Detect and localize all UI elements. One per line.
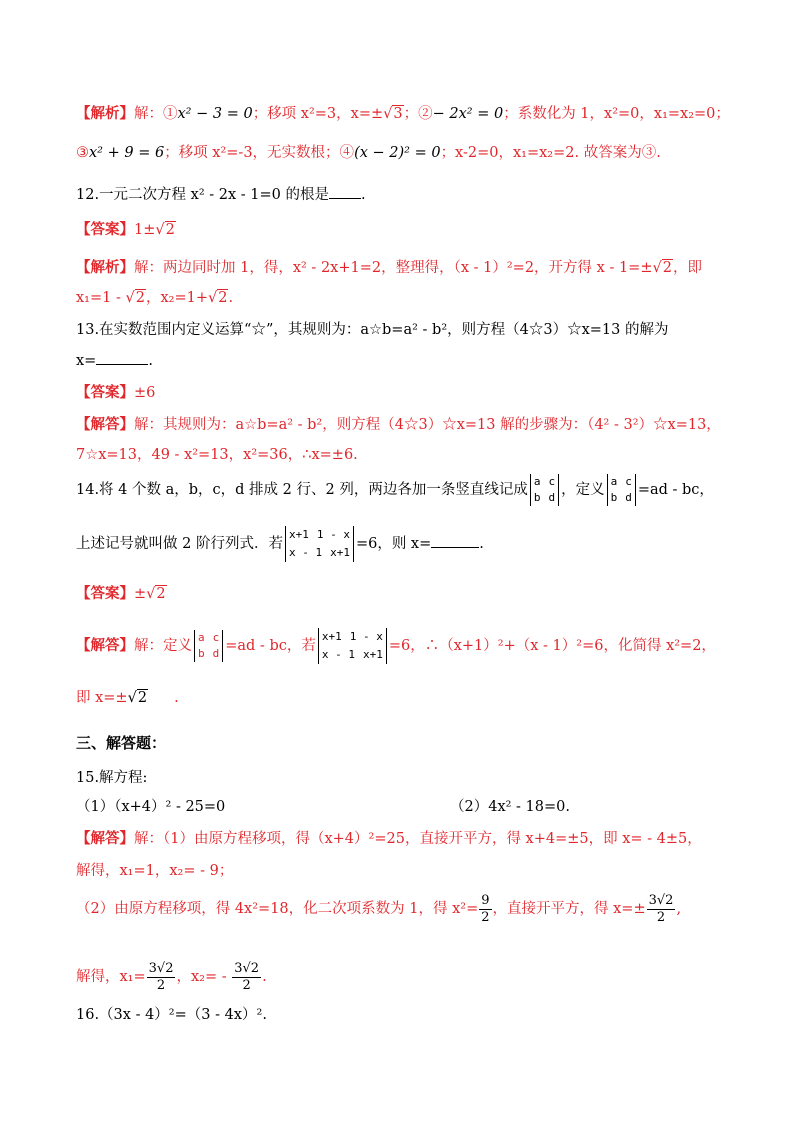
q15-analysis-line2: 解得，x₁=1，x₂= - 9； bbox=[76, 863, 234, 879]
q16-question: 16.（3x - 4）²=（3 - 4x）². bbox=[76, 1007, 267, 1023]
fraction: $\frac{9}{2}$ bbox=[481, 892, 490, 925]
sqrt: √2 bbox=[652, 260, 672, 276]
q15-analysis-line3: （2）由原方程移项，得 4x²=18，化二次项系数为 1，得 x²= $\frac{9}{2}$ ，直接开平方，得 x=± $\frac{3√2}{2}$ , bbox=[76, 892, 682, 925]
fraction: $\frac{3√2}{2}$ bbox=[148, 960, 174, 993]
q14-analysis-line1: 【解答】解：定义 a c b d =ad - bc，若 x+1 1 - x x - 1 x+1 =6，∴（x+1）²+（x - 1）²=6，化简得 x²=2， bbox=[76, 626, 736, 666]
q13-question-line2: x= . bbox=[76, 350, 736, 371]
determinant-x: x+1 1 - x x - 1 x+1 bbox=[285, 526, 354, 562]
section-heading: 三、解答题： bbox=[76, 734, 167, 752]
q15-part1: （1）（x+4）² - 25=0 bbox=[76, 799, 226, 815]
determinant-abcd: a c b d bbox=[607, 474, 636, 506]
answer-blank bbox=[431, 533, 479, 548]
q14-answer: 【答案】±√2 bbox=[76, 585, 166, 602]
equation: − 2x² = 0 bbox=[432, 106, 504, 122]
q12-analysis-line2: x₁=1 - √2，x₂=1+√2. bbox=[76, 290, 234, 306]
equation: (x − 2)² = 0 bbox=[354, 145, 441, 161]
fraction: $\frac{3√2}{2}$ bbox=[648, 892, 674, 925]
q15-part2: （2）4x² - 18=0. bbox=[450, 799, 570, 815]
q15-parts bbox=[76, 797, 736, 817]
q13-analysis-line1: 【解答】解：其规则为：a☆b=a² - b²，则方程（4☆3）☆x=13 解的步骤为：（4² - 3²）☆x=13， bbox=[76, 416, 721, 433]
answer-blank bbox=[329, 184, 361, 199]
q15-analysis-line1: 【解答】解：（1）由原方程移项，得（x+4）²=25，直接开平方，得 x+4=±5，即 x= - 4±5， bbox=[76, 830, 702, 847]
answer-blank bbox=[96, 350, 148, 365]
q14-question-line2: 上述记号就叫做 2 阶行列式．若 x+1 1 - x x - 1 x+1 =6，则 x= . bbox=[76, 524, 736, 564]
determinant-abcd: a c b d bbox=[530, 474, 559, 506]
q15-question: 15.解方程: bbox=[76, 770, 148, 786]
q12-answer: 【答案】1±√2 bbox=[76, 221, 175, 238]
q14-analysis-line2: 即 x=±√2 . bbox=[76, 690, 179, 706]
fraction: $\frac{3√2}{2}$ bbox=[234, 960, 260, 993]
sqrt: √2 bbox=[155, 222, 175, 238]
q13-answer: 【答案】±6 bbox=[76, 384, 156, 401]
analysis-tag: 【解析】 bbox=[76, 105, 134, 122]
q13-analysis-line2: 7☆x=13，49 - x²=13，x²=36，∴x=±6. bbox=[76, 447, 358, 463]
equation: x² + 9 = 6 bbox=[89, 145, 165, 161]
q12-analysis-line1: 【解析】解：两边同时加 1，得，x² - 2x+1=2，整理得，（x - 1）²=2，开方得 x - 1=±√2，即 bbox=[76, 259, 702, 276]
q12-question: 12.一元二次方程 x² - 2x - 1=0 的根是 . bbox=[76, 184, 736, 205]
q15-analysis-line4: 解得，x₁= $\frac{3√2}{2}$ ，x₂= - $\frac{3√2}{2}$ . bbox=[76, 960, 267, 993]
q11-analysis-line1: 【解析】解：①x² − 3 = 0；移项 x²=3，x=±√3；②− 2x² = 0；系数化为 1，x²=0，x₁=x₂=0； bbox=[76, 105, 730, 122]
sqrt: √3 bbox=[383, 106, 403, 122]
q13-question-line1: 13.在实数范围内定义运算“☆”，其规则为：a☆b=a² - b²，则方程（4☆3）☆x=13 的解为 bbox=[76, 322, 669, 338]
q14-question-line1: 14.将 4 个数 a，b，c，d 排成 2 行、2 列，两边各加一条竖直线记成 a c b d ，定义 a c b d =ad - bc， bbox=[76, 475, 714, 504]
equation: x² − 3 = 0 bbox=[177, 106, 253, 122]
q11-analysis-line2: ③x² + 9 = 6；移项 x²=-3，无实数根；④(x − 2)² = 0；x-2=0，x₁=x₂=2. 故答案为③. bbox=[76, 145, 661, 161]
